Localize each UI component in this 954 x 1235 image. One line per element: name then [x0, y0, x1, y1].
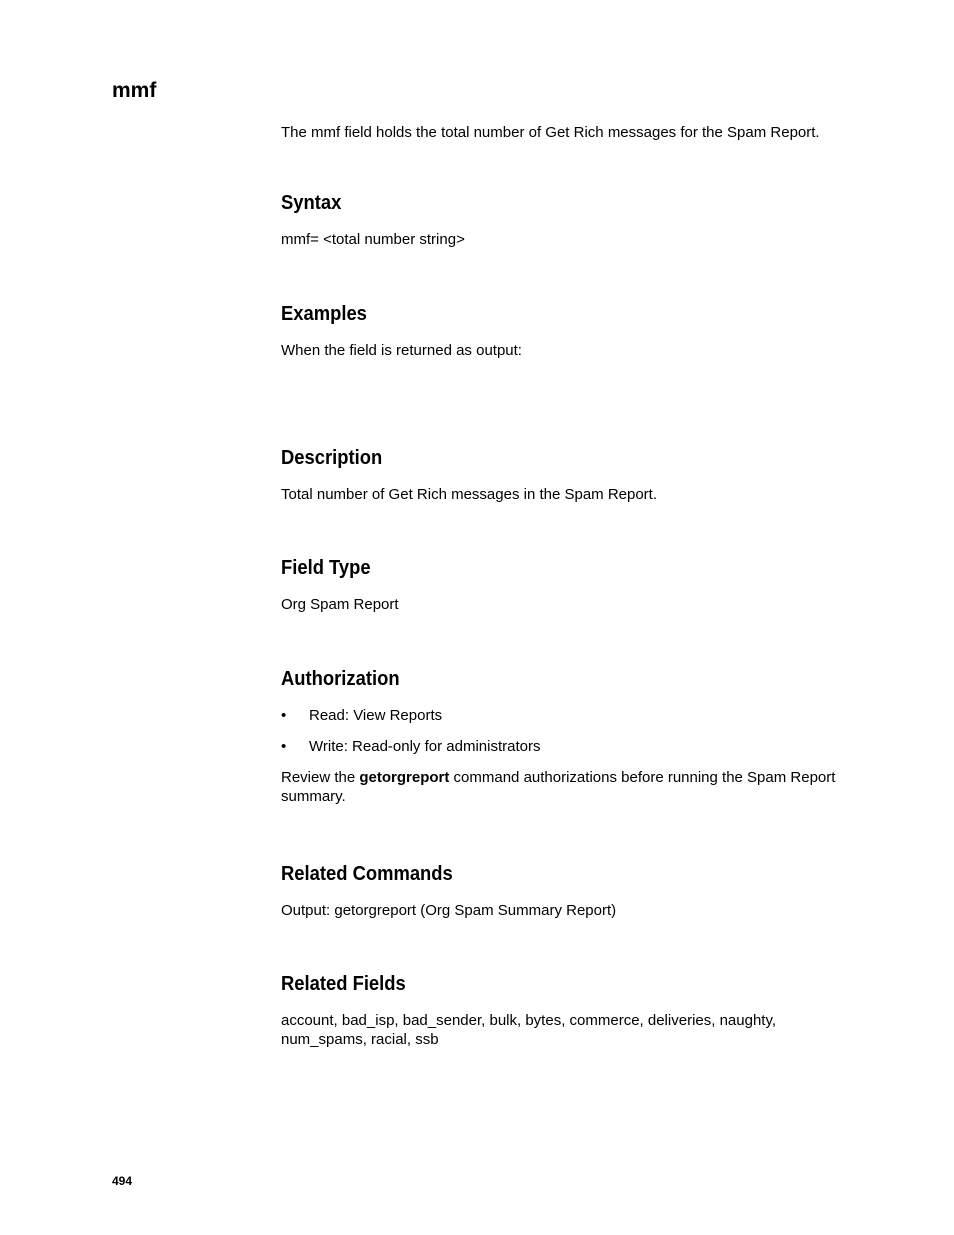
related-fields-heading: Related Fields	[281, 973, 406, 995]
page-number: 494	[112, 1174, 133, 1188]
related-commands-body: Output: getorgreport (Org Spam Summary Report)	[281, 902, 617, 919]
review-command: getorgreport	[359, 769, 450, 786]
authorization-section	[281, 666, 851, 806]
page-title: mmf	[112, 79, 157, 102]
related-commands-heading: Related Commands	[281, 863, 453, 885]
field-type-heading: Field Type	[281, 557, 371, 579]
description-body: Total number of Get Rich messages in the Spam Report.	[281, 486, 658, 503]
examples-body: When the field is returned as output:	[281, 342, 522, 359]
field-type-body: Org Spam Report	[281, 596, 399, 613]
authorization-heading: Authorization	[281, 668, 400, 690]
authorization-write: Write: Read-only for administrators	[309, 738, 541, 755]
list-item	[281, 737, 851, 756]
syntax-section	[281, 190, 851, 249]
examples-section	[281, 301, 851, 360]
related-fields-section	[281, 971, 851, 1049]
bullet-icon: •	[281, 707, 287, 724]
authorization-list	[281, 706, 851, 756]
authorization-review	[281, 768, 851, 806]
syntax-heading: Syntax	[281, 192, 342, 214]
list-item	[281, 706, 851, 725]
related-commands-section	[281, 861, 851, 920]
review-suffix: command authorizations before running the Spam Report summary.	[281, 769, 836, 805]
description-heading: Description	[281, 447, 383, 469]
authorization-read: Read: View Reports	[309, 707, 443, 724]
bullet-icon: •	[281, 738, 287, 755]
examples-heading: Examples	[281, 303, 367, 325]
intro-text: The mmf field holds the total number of Get Rich messages for the Spam Report.	[281, 124, 820, 141]
review-prefix: Review the	[281, 769, 360, 786]
syntax-body: mmf= <total number string>	[281, 231, 465, 248]
field-type-section	[281, 555, 851, 614]
description-section	[281, 445, 851, 504]
related-fields-body: account, bad_isp, bad_sender, bulk, bytes, commerce, deliveries, naughty, num_spams, racial, ssb	[281, 1012, 777, 1048]
